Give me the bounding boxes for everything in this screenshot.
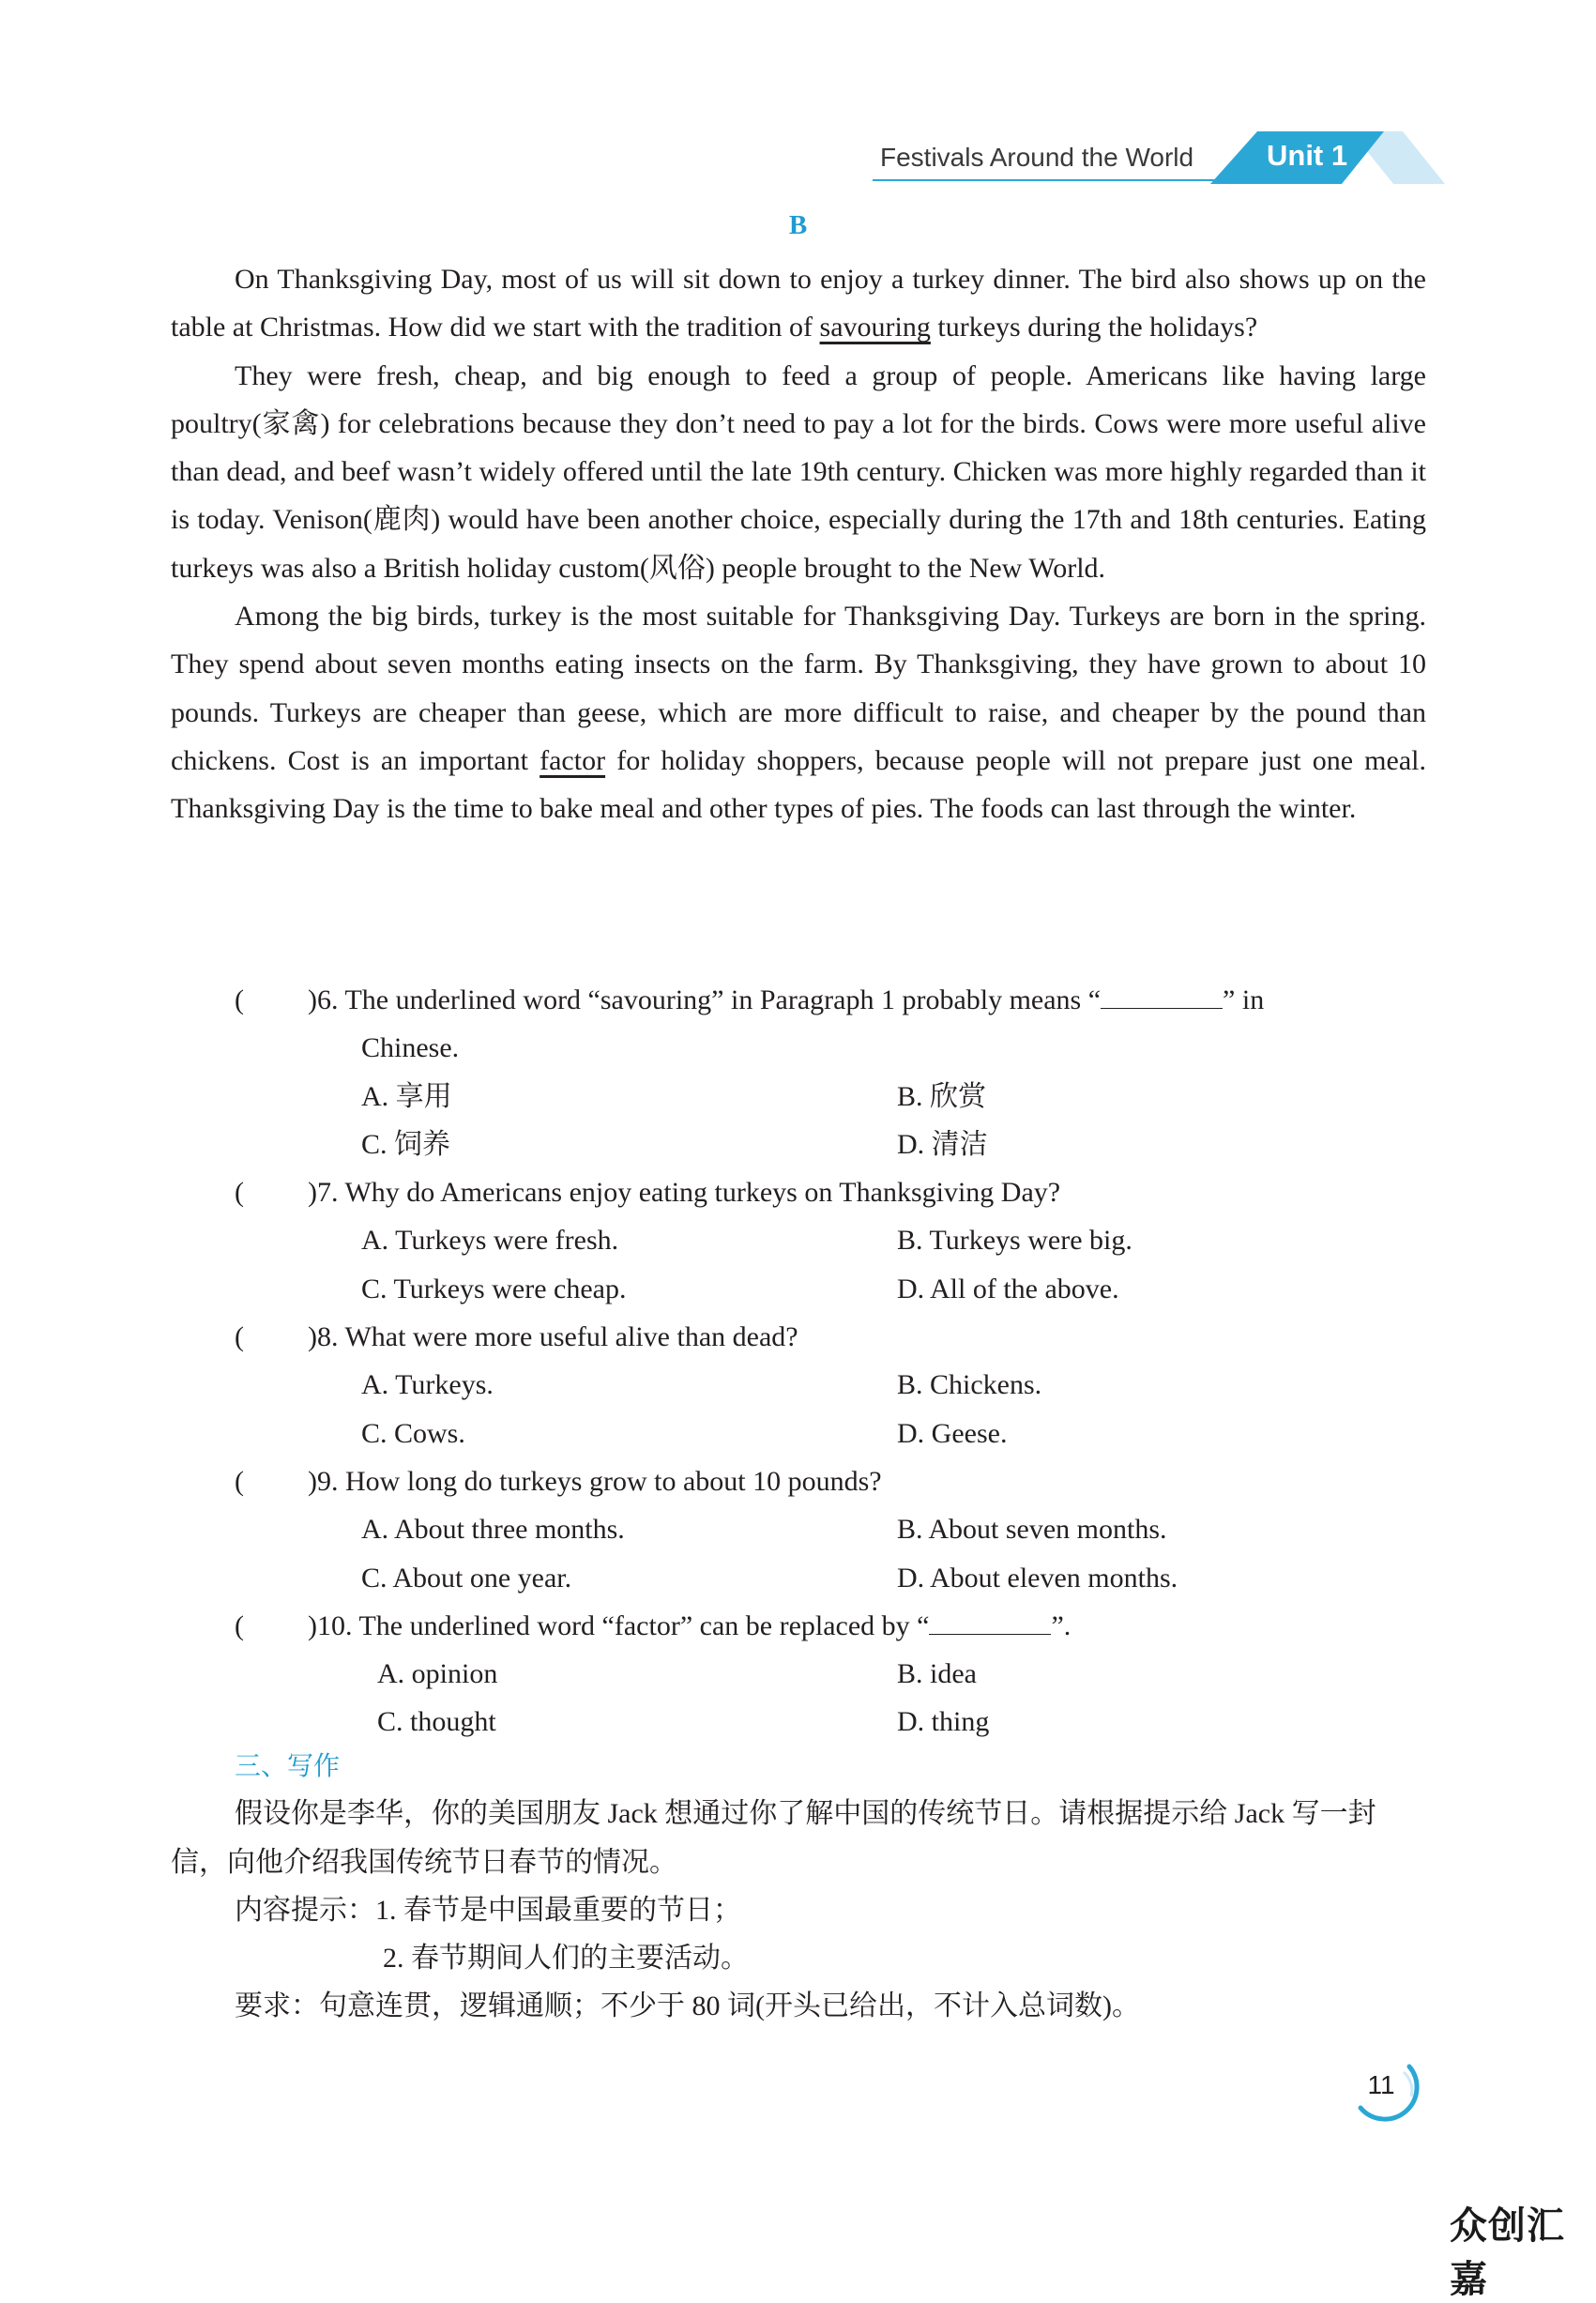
reading-passage [171,255,1426,833]
answer-paren-close: ) [308,1177,317,1209]
unit-label: Unit 1 [1267,139,1348,172]
question-9 [171,1457,1426,1602]
question-number: 6. [317,984,339,1015]
underlined-word-factor: factor [540,744,606,776]
question-stem: The underlined word “savouring” in Paragraph 1 probably means “ [344,984,1102,1015]
content-hint-1: 内容提示：1. 春节是中国最重要的节日； [235,1894,741,1926]
paragraph-1: On Thanksgiving Day, most of us will sit down to enjoy a turkey dinner. The bird also shows up on the table at Christmas. How did we start with the tradition of savouring turkeys during the holidays? [171,264,1426,343]
option-b: B. About seven months. [897,1514,1167,1546]
option-d: D. 清洁 [897,1128,988,1160]
question-stem: How long do turkeys grow to about 10 pounds? [345,1465,882,1497]
option-a: A. About three months. [361,1514,625,1546]
option-c: C. thought [377,1706,496,1738]
question-stem: What were more useful alive than dead? [344,1321,798,1353]
question-stem: Why do Americans enjoy eating turkeys on Thanksgiving Day? [344,1177,1061,1209]
answer-paren-open: ( [235,984,244,1015]
question-stem: The underlined word “factor” can be replaced by “ [358,1609,930,1641]
option-a: A. Turkeys. [361,1369,494,1401]
option-c: C. 饲养 [361,1128,451,1160]
option-a: A. opinion [377,1658,498,1690]
answer-paren-open: ( [235,1321,244,1353]
option-d: D. thing [897,1706,990,1738]
answer-paren-open: ( [235,1465,244,1497]
question-6: ( )6. The underlined word “savouring” in Paragraph 1 probably means “ ” in Chinese. A. 享用 B. 欣赏 C. 饲养 D. 清洁 [171,976,1426,1168]
answer-paren-open: ( [235,1177,244,1209]
question-number: 10. [317,1609,353,1641]
option-a: A. Turkeys were fresh. [361,1225,619,1257]
hint-label: 内容提示： [235,1894,375,1926]
answer-paren-close: ) [308,1321,317,1353]
header-rule [873,179,1239,181]
paragraph-2: They were fresh, cheap, and big enough to feed a group of people. Americans like having large poultry(家禽) for celebrations because they don’t need to pay a lot for the birds. Cows were more useful alive than dead, and beef wasn’t widely offered until the late 19th century. Chicken was more highly regarded than it is today. Venison(鹿肉) would have been another choice, especially during the 17th and 18th centuries. Eating turkeys was also a British holiday custom(风俗) people brought to the New World. [171,359,1426,584]
watermark: 众创汇嘉 [1450,2204,1565,2301]
section-heading: 三、写作 [235,1750,341,1781]
writing-requirement: 要求：句意连贯，逻辑通顺；不少于 80 词(开头已给出，不计入总词数)。 [235,1990,1140,2022]
option-c: C. About one year. [361,1562,572,1594]
option-d: D. Geese. [897,1417,1008,1449]
option-c: C. Cows. [361,1417,465,1449]
option-b: B. Chickens. [897,1369,1042,1401]
option-b: B. idea [897,1658,977,1690]
fill-blank[interactable] [929,1613,1051,1635]
question-10: ( )10. The underlined word “factor” can be replaced by “ ”. A. opinion B. idea C. thought D. thing [171,1602,1426,1746]
question-list [171,976,1426,1746]
option-b: B. Turkeys were big. [897,1225,1132,1257]
question-number: 7. [317,1177,339,1209]
writing-section [171,1742,1426,2031]
paragraph-3: Among the big birds, turkey is the most suitable for Thanksgiving Day. Turkeys are born in the spring. They spend about seven months eating insects on the farm. By Thanksgiving, they have grown to about 10 pounds. Turkeys are cheaper than geese, which are more difficult to raise, and cheaper by the pound than chickens. Cost is an important factor for holiday shoppers, because people will not prepare just one meal. Thanksgiving Day is the time to bake meal and other types of pies. The foods can last through the winter. [171,601,1426,825]
writing-prompt: 假设你是李华，你的美国朋友 Jack 想通过你了解中国的传统节日。请根据提示给 Jack 写一封信，向他介绍我国传统节日春节的情况。 [171,1798,1376,1878]
option-d: D. All of the above. [897,1273,1119,1304]
book-title: Festivals Around the World [880,143,1194,172]
option-b: B. 欣赏 [897,1080,987,1112]
question-stem-continued: Chinese. [361,1032,460,1064]
option-a: A. 享用 [361,1080,452,1112]
page-number: 11 [1367,2070,1395,2099]
question-number: 9. [317,1465,339,1497]
question-7 [171,1168,1426,1313]
running-header [873,131,1454,188]
underlined-word-savouring: savouring [819,312,931,343]
question-8 [171,1313,1426,1457]
option-d: D. About eleven months. [897,1562,1178,1594]
fill-blank[interactable] [1101,987,1223,1009]
option-c: C. Turkeys were cheap. [361,1273,627,1304]
answer-paren-close: ) [308,1465,317,1497]
answer-paren-close: ) [308,984,317,1015]
answer-paren-close: ) [308,1609,317,1641]
page-number-badge [1351,2053,1426,2128]
answer-paren-open: ( [235,1609,244,1641]
section-letter: B [788,210,808,240]
question-number: 8. [317,1321,339,1353]
content-hint-2: 2. 春节期间人们的主要活动。 [383,1943,749,1975]
